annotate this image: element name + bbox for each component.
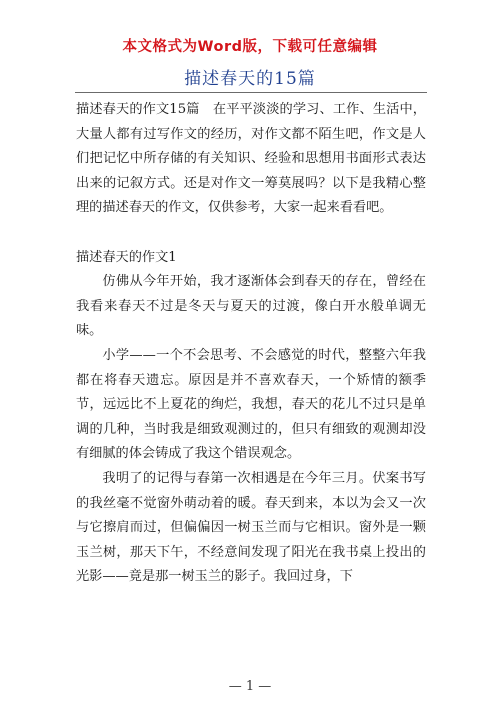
document-title: 描述春天的15篇 xyxy=(184,69,316,89)
body-paragraph: 小学——一个不会思考、不会感觉的时代，整整六年我都在将春天遗忘。原因是并不喜欢春天，一个矫情的额季节，远远比不上夏花的绚烂，我想，春天的花儿不过只是单调的几种，当时我是细致观测过的，但只有细致的观测却没有细腻的体会铸成了我这个错误观念。 xyxy=(76,347,426,462)
page-number: — 1 — xyxy=(228,679,272,694)
title-divider xyxy=(75,92,427,93)
section-spacer xyxy=(76,221,426,246)
document-body xyxy=(76,98,426,590)
body-paragraph: 我明了的记得与春第一次相遇是在今年三月。伏案书写的我丝毫不觉窗外萌动着的暖。春天到来，本以为会又一次与它擦肩而过，但偏偏因一树玉兰而与它相识。窗外是一颗玉兰树，那天下午，不经意间发现了阳光在我书桌上投出的光影——竟是那一树玉兰的影子。我回过身，下 xyxy=(76,470,426,585)
body-paragraph: 仿佛从今年开始，我才逐渐体会到春天的存在，曾经在我看来春天不过是冬天与夏天的过渡，像白开水般单调无味。 xyxy=(76,274,426,339)
intro-paragraph: 描述春天的作文15篇 在平平淡淡的学习、工作、生活中，大量人都有过写作文的经历，对作文都不陌生吧，作文是人们把记忆中所存储的有关知识、经验和思想用书面形式表达出来的记叙方式。还是对作文一筹莫展吗？以下是我精心整理的描述春天的作文，仅供参考，大家一起来看看吧。 xyxy=(76,102,426,216)
download-banner: 本文格式为Word版，下载可任意编辑 xyxy=(122,39,378,55)
section-heading: 描述春天的作文1 xyxy=(76,249,177,265)
